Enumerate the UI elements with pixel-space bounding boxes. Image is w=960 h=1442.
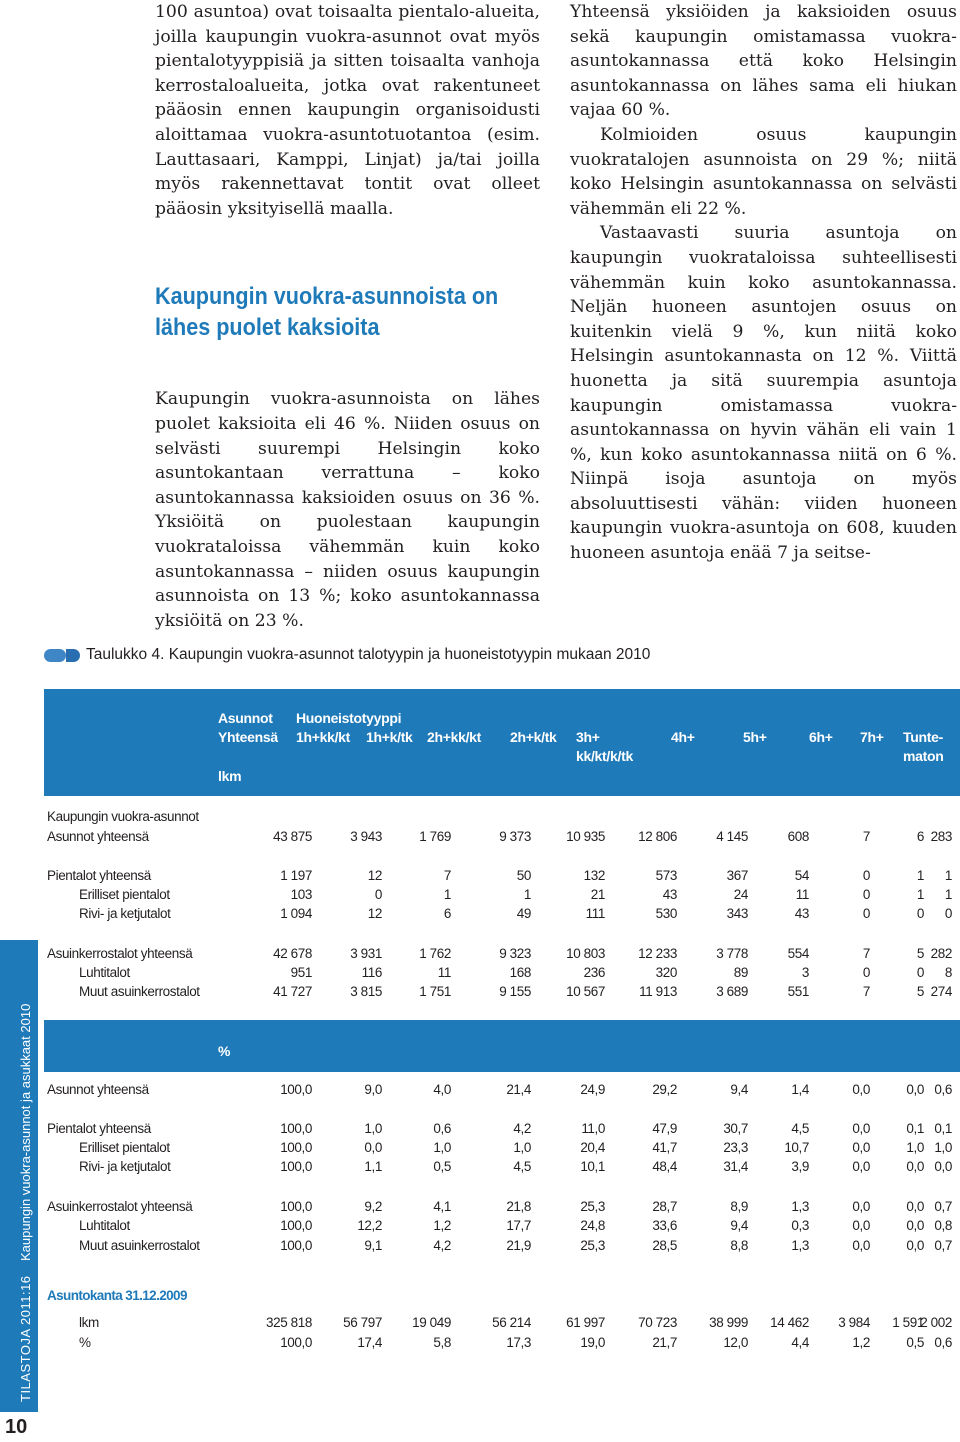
table-cell: 4,0 — [433, 1082, 451, 1097]
col-header-asunnot: Asunnot — [218, 710, 273, 726]
table-cell: 20,4 — [580, 1140, 605, 1155]
table-cell: 43 — [794, 906, 809, 921]
row-label: Erilliset pientalot — [79, 887, 170, 902]
table-cell: 19,0 — [580, 1335, 605, 1350]
table-cell: 6 — [916, 829, 924, 844]
table-cell: 12 233 — [638, 946, 677, 961]
table-cell: 0,8 — [934, 1218, 952, 1233]
table-cell: 61 997 — [566, 1315, 605, 1330]
table-cell: 1 — [944, 868, 952, 883]
row-label: Rivi- ja ketjutalot — [79, 906, 171, 921]
table-cell: 25,3 — [580, 1199, 605, 1214]
table-row — [44, 982, 960, 1001]
table-cell: 1,2 — [852, 1335, 870, 1350]
table-cell: 1,0 — [364, 1121, 382, 1136]
table-cell: 282 — [930, 946, 952, 961]
table-cell: 7 — [862, 946, 870, 961]
col-header-6h: 6h+ — [809, 729, 833, 745]
table-cell: 100,0 — [280, 1140, 312, 1155]
table-cell: 100,0 — [280, 1238, 312, 1253]
table-cell: 1 762 — [419, 946, 451, 961]
table-cell: 17,7 — [506, 1218, 531, 1233]
table-row — [44, 1333, 960, 1352]
table-cell: 5 — [916, 946, 924, 961]
table-cell: 12 — [367, 906, 382, 921]
col-header-5h: 5h+ — [743, 729, 767, 745]
table-cell: 9,1 — [364, 1238, 382, 1253]
publication-title: Kaupungin vuokra-asunnot ja asukkaat 2010 — [18, 1003, 33, 1261]
table-cell: 343 — [726, 906, 748, 921]
table-cell: 100,0 — [280, 1121, 312, 1136]
table-cell: 28,7 — [652, 1199, 677, 1214]
table-cell: 1 — [916, 887, 924, 902]
table-cell: 1,3 — [791, 1199, 809, 1214]
table-cell: 48,4 — [652, 1159, 677, 1174]
row-label: lkm — [79, 1315, 99, 1330]
table-cell: 1 — [944, 887, 952, 902]
table-cell: 12 — [367, 868, 382, 883]
table-cell: 12,2 — [357, 1218, 382, 1233]
table-cell: 0 — [862, 887, 870, 902]
col-header-1h-k: 1h+k/tk — [366, 729, 413, 745]
table-cell: 132 — [583, 868, 605, 883]
row-label: Pientalot yhteensä — [47, 868, 151, 883]
table-cell: 21,9 — [506, 1238, 531, 1253]
table-cell: 5 — [916, 984, 924, 999]
table-cell: 21 — [590, 887, 605, 902]
table-cell: 3 943 — [350, 829, 382, 844]
table-cell: 1,3 — [791, 1238, 809, 1253]
table-cell: 367 — [726, 868, 748, 883]
table-cell: 3 931 — [350, 946, 382, 961]
table-cell: 1 — [523, 887, 531, 902]
table-cell: 9,4 — [730, 1218, 748, 1233]
table-cell: 4,4 — [791, 1335, 809, 1350]
table-cell: 1 751 — [419, 984, 451, 999]
table-cell: 0,0 — [852, 1218, 870, 1233]
table-cell: 0,0 — [934, 1159, 952, 1174]
row-label: Muut asuinkerrostalot — [79, 1238, 200, 1253]
table-cell: 11,0 — [581, 1121, 605, 1136]
col-header-tuntematon: Tunte- — [903, 729, 943, 745]
col-header-lkm: lkm — [218, 768, 242, 784]
table-cell: 43 — [662, 887, 677, 902]
table-cell: 42 678 — [273, 946, 312, 961]
table-cell: 17,3 — [506, 1335, 531, 1350]
table-cell: 21,4 — [506, 1082, 531, 1097]
body-paragraph: Vastaavasti suuria asuntoja on kaupungin vuokrataloissa suhteellisesti vähemmän kuin koko asuntokannassa. Neljän huoneen asuntojen osuus on kuitenkin vielä 9 %, kun niitä koko Helsingin asuntokannasta on 12 %. Viittä huonetta ja sitä suurempia asuntoja kaupungin omistamassa vuokra-asuntokannassa on hyvin vähän eli vain 1 %, kun koko asuntokannassa niitä on 6 %. Niinpä isoja asuntoja on myös absoluuttisesti vähän: viiden huoneen kaupungin vuokra-asuntoja on 608, kuuden huoneen asuntoja enää 7 ja seitse- — [570, 223, 957, 564]
table-cell: 4 145 — [716, 829, 748, 844]
table-cell: 1,0 — [906, 1140, 924, 1155]
table-cell: 8 — [944, 965, 952, 980]
table-cell: 1 094 — [280, 906, 312, 921]
table-cell: 283 — [930, 829, 952, 844]
table-cell: 24,9 — [580, 1082, 605, 1097]
row-label: Erilliset pientalot — [79, 1140, 170, 1155]
table-cell: 8,9 — [730, 1199, 748, 1214]
body-paragraph: Yhteensä yksiöiden ja kaksioiden osuus sekä kaupungin omistamassa vuokra-asuntokannassa että koko Helsingin asuntokannassa on lähes sama eli hiukan vajaa 60 %. — [570, 2, 957, 121]
table-cell: 41 727 — [273, 984, 312, 999]
table-cell: 17,4 — [357, 1335, 382, 1350]
table-row — [44, 944, 960, 963]
side-bar-text — [19, 1004, 33, 1402]
table-cell: 100,0 — [280, 1199, 312, 1214]
table-cell: 12,0 — [723, 1335, 748, 1350]
table-cell: 11 — [795, 887, 809, 902]
table-cell: 1 591 — [892, 1315, 924, 1330]
table-row — [44, 866, 960, 885]
table-row — [44, 827, 960, 846]
section-label: Kaupungin vuokra-asunnot — [47, 809, 199, 824]
table-cell: 325 818 — [266, 1315, 312, 1330]
body-paragraph: Kaupungin vuokra-asunnoista on lähes puolet kaksioita eli 46 %. Niiden osuus on selvästi suurempi Helsingin koko asuntokantaan verrattuna – koko asuntokannassa kaksioiden osuus on 36 %. Yksiöitä on puolestaan kaupungin vuokrataloissa vähemmän kuin koko asuntokannassa – niiden osuus kaupungin asunnoista on 13 %; koko asuntokannassa yksiöitä on 23 %. — [155, 389, 540, 631]
table-cell: 0 — [916, 906, 924, 921]
table-row — [44, 885, 960, 904]
table-caption-text: Taulukko 4. Kaupungin vuokra-asunnot talotyypin ja huoneistotyypin mukaan 2010 — [86, 646, 651, 663]
caption-marker-icon — [44, 649, 66, 662]
table-cell: 19 049 — [412, 1315, 451, 1330]
table-cell: 56 214 — [492, 1315, 531, 1330]
row-label: Luhtitalot — [79, 965, 130, 980]
table-cell: 9 373 — [499, 829, 531, 844]
table-cell: 0 — [374, 887, 382, 902]
body-paragraph: Kolmioiden osuus kaupungin vuokratalojen asunnoista on 29 %; niitä koko Helsingin asuntokannassa on selvästi vähemmän eli 22 %. — [570, 124, 957, 219]
table-cell: 4,5 — [791, 1121, 809, 1136]
table-cell: 0,3 — [791, 1218, 809, 1233]
table-cell: 4,5 — [513, 1159, 531, 1174]
table-cell: 9,2 — [364, 1199, 382, 1214]
table-cell: 9,0 — [364, 1082, 382, 1097]
table-cell: 0 — [944, 906, 952, 921]
table-cell: 21,8 — [506, 1199, 531, 1214]
table-cell: 10 935 — [566, 829, 605, 844]
table-cell: 7 — [862, 984, 870, 999]
table-row — [44, 1080, 960, 1099]
table-cell: 0,0 — [852, 1121, 870, 1136]
table-cell: 12 806 — [638, 829, 677, 844]
table-cell: 47,9 — [652, 1121, 677, 1136]
table-cell: 0,0 — [852, 1082, 870, 1097]
col-header-2h-k: 2h+k/tk — [510, 729, 557, 745]
table-cell: 1,2 — [433, 1218, 451, 1233]
page-number: 10 — [5, 1416, 28, 1438]
table-cell: 49 — [516, 906, 531, 921]
table-cell: 103 — [290, 887, 312, 902]
table-cell: 100,0 — [280, 1218, 312, 1233]
table-cell: 11 913 — [639, 984, 677, 999]
table-cell: 0,7 — [934, 1199, 952, 1214]
table-cell: 3 — [801, 965, 809, 980]
table-cell: 0,0 — [906, 1218, 924, 1233]
caption-marker-icon — [66, 649, 80, 662]
table-cell: 25,3 — [580, 1238, 605, 1253]
table-cell: 21,7 — [652, 1335, 677, 1350]
table-cell: 9,4 — [730, 1082, 748, 1097]
stock-label: Asuntokanta 31.12.2009 — [47, 1288, 187, 1303]
section-label-row — [44, 807, 960, 826]
table-cell: 0,1 — [906, 1121, 924, 1136]
table-row — [44, 963, 960, 982]
table-cell: 1 769 — [419, 829, 451, 844]
table-cell: 3 815 — [350, 984, 382, 999]
table-cell: 100,0 — [280, 1082, 312, 1097]
col-header-yhteensa: Yhteensä — [218, 729, 278, 745]
table-cell: 4,1 — [433, 1199, 451, 1214]
table-cell: 0,0 — [906, 1238, 924, 1253]
table-cell: 10,1 — [580, 1159, 605, 1174]
table-cell: 28,5 — [652, 1238, 677, 1253]
table-cell: 50 — [516, 868, 531, 883]
col-header-3h: 3h+ — [576, 729, 600, 745]
table-cell: 24,8 — [580, 1218, 605, 1233]
publication-label: TILASTOJA 2011:16 — [18, 1275, 33, 1402]
left-text-column — [155, 0, 540, 633]
table-cell: 0,0 — [852, 1238, 870, 1253]
table-cell: 14 462 — [770, 1315, 809, 1330]
table-cell: 9 323 — [499, 946, 531, 961]
table-caption — [44, 646, 650, 664]
table-row — [44, 1313, 960, 1332]
table-cell: 89 — [733, 965, 748, 980]
col-header-2h-kk: 2h+kk/kt — [427, 729, 482, 745]
table-cell: 0 — [862, 868, 870, 883]
table-cell: 551 — [787, 984, 809, 999]
table-cell: 554 — [787, 946, 809, 961]
table-cell: 7 — [862, 829, 870, 844]
table-cell: 11 — [437, 965, 451, 980]
table-cell: 56 797 — [343, 1315, 382, 1330]
section-heading: Kaupungin vuokra-asunnoista on lähes puolet kaksioita — [155, 283, 499, 342]
table-cell: 4,2 — [513, 1121, 531, 1136]
row-label: Asunnot yhteensä — [47, 1082, 149, 1097]
right-text-column — [570, 0, 957, 566]
row-label: % — [79, 1335, 91, 1350]
table-cell: 1 197 — [280, 868, 312, 883]
table-cell: 0,1 — [934, 1121, 952, 1136]
table-cell: 168 — [509, 965, 531, 980]
table-cell: 9 155 — [499, 984, 531, 999]
table-row — [44, 1157, 960, 1176]
col-header-4h: 4h+ — [671, 729, 695, 745]
row-label: Asunnot yhteensä — [47, 829, 149, 844]
table-cell: 608 — [787, 829, 809, 844]
table-cell: 0,5 — [906, 1335, 924, 1350]
table-cell: 0,6 — [433, 1121, 451, 1136]
table-cell: 4,2 — [433, 1238, 451, 1253]
percent-label: % — [218, 1043, 231, 1059]
table-cell: 23,3 — [723, 1140, 748, 1155]
table-cell: 6 — [443, 906, 451, 921]
table-cell: 2 002 — [920, 1315, 952, 1330]
table-row — [44, 1236, 960, 1255]
table-row — [44, 1138, 960, 1157]
table-cell: 3 689 — [716, 984, 748, 999]
table-cell: 1 — [443, 887, 451, 902]
table-cell: 5,8 — [433, 1335, 451, 1350]
table-cell: 1,1 — [364, 1159, 382, 1174]
table-header-band — [44, 689, 960, 796]
table-cell: 8,8 — [730, 1238, 748, 1253]
col-header-huoneistotyyppi: Huoneistotyyppi — [296, 710, 402, 726]
table-cell: 1,4 — [791, 1082, 809, 1097]
table-cell: 100,0 — [280, 1159, 312, 1174]
table-cell: 41,7 — [652, 1140, 677, 1155]
row-label: Asuinkerrostalot yhteensä — [47, 946, 193, 961]
table-cell: 0 — [862, 906, 870, 921]
table-cell: 0,6 — [934, 1082, 952, 1097]
table-row — [44, 1216, 960, 1235]
table-cell: 70 723 — [638, 1315, 677, 1330]
table-cell: 0 — [916, 965, 924, 980]
col-header-7h: 7h+ — [860, 729, 884, 745]
table-cell: 236 — [583, 965, 605, 980]
table-cell: 111 — [585, 906, 605, 921]
table-cell: 10,7 — [784, 1140, 809, 1155]
table-cell: 24 — [733, 887, 748, 902]
row-label: Luhtitalot — [79, 1218, 130, 1233]
table-row — [44, 1119, 960, 1138]
table-cell: 573 — [655, 868, 677, 883]
table-cell: 0,0 — [364, 1140, 382, 1155]
table-cell: 951 — [290, 965, 312, 980]
table-cell: 43 875 — [273, 829, 312, 844]
row-label: Rivi- ja ketjutalot — [79, 1159, 171, 1174]
table-cell: 0,7 — [934, 1238, 952, 1253]
table-cell: 29,2 — [652, 1082, 677, 1097]
table-cell: 54 — [794, 868, 809, 883]
stock-label-row — [44, 1286, 960, 1305]
table-cell: 3 778 — [716, 946, 748, 961]
col-header-3h-sub: kk/kt/k/tk — [576, 748, 633, 764]
table-cell: 1,0 — [934, 1140, 952, 1155]
table-cell: 274 — [930, 984, 952, 999]
table-cell: 0,0 — [906, 1199, 924, 1214]
table-percent-band — [44, 1020, 960, 1072]
table-cell: 0,0 — [852, 1140, 870, 1155]
row-label: Pientalot yhteensä — [47, 1121, 151, 1136]
table-cell: 0,0 — [852, 1199, 870, 1214]
table-cell: 530 — [655, 906, 677, 921]
row-label: Asuinkerrostalot yhteensä — [47, 1199, 193, 1214]
table-cell: 30,7 — [723, 1121, 748, 1136]
body-paragraph: 100 asuntoa) ovat toisaalta pientalo-alueita, joilla kaupungin vuokra-asunnot ovat myös pientalotyyppisiä ja sitten toisaalta vanhoja kerrostaloalueita, jotka ovat rakentuneet pääosin ennen kaupungin organisoidusti aloittamaa vuokra-asuntotuotantoa (esim. Lauttasaari, Kamppi, Linjat) ja/tai joilla myös rakennettavat tontit ovat olleet pääosin yksityisellä maalla. — [155, 2, 540, 219]
table-cell: 3 984 — [838, 1315, 870, 1330]
table-cell: 0,0 — [906, 1159, 924, 1174]
row-label: Muut asuinkerrostalot — [79, 984, 200, 999]
table-cell: 31,4 — [723, 1159, 748, 1174]
table-cell: 0,5 — [433, 1159, 451, 1174]
table-cell: 7 — [443, 868, 451, 883]
table-cell: 0,0 — [906, 1082, 924, 1097]
table-row — [44, 904, 960, 923]
table-cell: 0,0 — [852, 1159, 870, 1174]
table-cell: 38 999 — [709, 1315, 748, 1330]
table-cell: 100,0 — [280, 1335, 312, 1350]
table-cell: 1 — [916, 868, 924, 883]
table-cell: 10 803 — [566, 946, 605, 961]
col-header-tuntematon-sub: maton — [903, 748, 944, 764]
table-cell: 116 — [361, 965, 382, 980]
table-cell: 0,6 — [934, 1335, 952, 1350]
table-cell: 0 — [862, 965, 870, 980]
table-cell: 1,0 — [433, 1140, 451, 1155]
table-row — [44, 1197, 960, 1216]
col-header-1h-kk: 1h+kk/kt — [296, 729, 351, 745]
table-cell: 320 — [655, 965, 677, 980]
table-cell: 33,6 — [652, 1218, 677, 1233]
table-cell: 1,0 — [513, 1140, 531, 1155]
table-cell: 3,9 — [791, 1159, 809, 1174]
table-cell: 10 567 — [566, 984, 605, 999]
